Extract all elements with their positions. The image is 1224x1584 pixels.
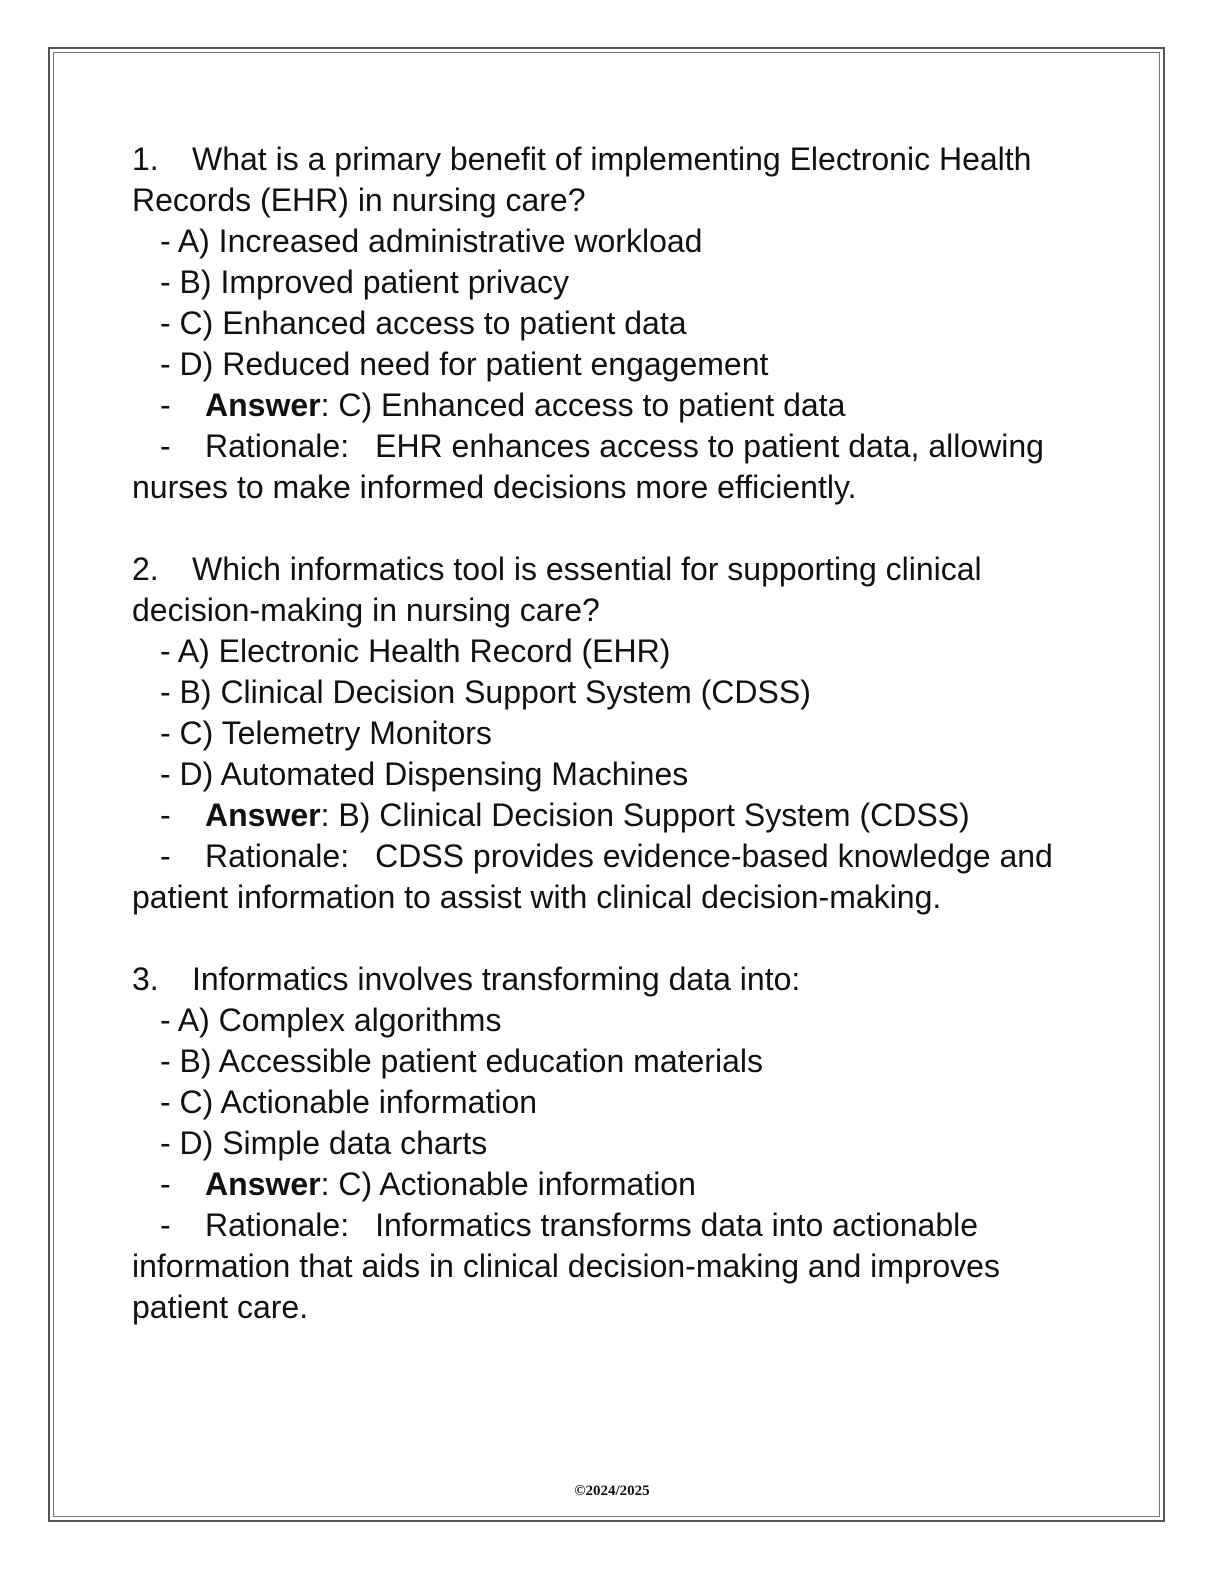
- rationale-text: Informatics transforms data into actionable information that aids in clinical decision-making and improves patient care.: [132, 1207, 1000, 1325]
- question-text: Informatics involves transforming data into:: [192, 961, 801, 997]
- option-a: - A) Electronic Health Record (EHR): [160, 633, 671, 669]
- copyright-footer: ©2024/2025: [574, 1483, 650, 1499]
- rationale: [132, 836, 1102, 918]
- option-d: - D) Reduced need for patient engagement: [160, 346, 769, 382]
- question-number: 2.: [132, 551, 159, 587]
- question-stem: [132, 549, 1102, 631]
- rationale-dash: -: [160, 428, 171, 464]
- answer-dash: -: [160, 797, 171, 833]
- option-a: - A) Increased administrative workload: [160, 223, 703, 259]
- question-text: What is a primary benefit of implementing Electronic Health Records (EHR) in nursing care?: [132, 141, 1032, 218]
- answer-label: Answer: [205, 797, 321, 833]
- question-number: 3.: [132, 961, 159, 997]
- question-number: 1.: [132, 141, 159, 177]
- rationale-dash: -: [160, 838, 171, 874]
- answer-text: : B) Clinical Decision Support System (CDSS): [320, 797, 970, 833]
- answer-line: [132, 1164, 1102, 1205]
- rationale-text: CDSS provides evidence-based knowledge and patient information to assist with clinical decision-making.: [132, 838, 1053, 915]
- answer-line: [132, 795, 1102, 836]
- option-c: - C) Telemetry Monitors: [160, 715, 492, 751]
- answer-dash: -: [160, 1166, 171, 1202]
- question-stem: [132, 139, 1102, 221]
- rationale-label: Rationale:: [205, 838, 350, 874]
- answer-text: : C) Enhanced access to patient data: [320, 387, 846, 423]
- rationale-label: Rationale:: [205, 428, 350, 464]
- option-b: - B) Accessible patient education materials: [160, 1043, 763, 1079]
- question-text: Which informatics tool is essential for supporting clinical decision-making in nursing care?: [132, 551, 982, 628]
- question-stem: [132, 959, 1102, 1000]
- rationale: [132, 1205, 1102, 1328]
- rationale-label: Rationale:: [205, 1207, 350, 1243]
- rationale-text: EHR enhances access to patient data, allowing nurses to make informed decisions more efficiently.: [132, 428, 1044, 505]
- answer-line: [132, 385, 1102, 426]
- option-c: - C) Enhanced access to patient data: [160, 305, 687, 341]
- option-b: - B) Improved patient privacy: [160, 264, 570, 300]
- option-c: - C) Actionable information: [160, 1084, 538, 1120]
- question-3: [132, 959, 1102, 1328]
- question-1: [132, 139, 1102, 508]
- answer-label: Answer: [205, 1166, 321, 1202]
- rationale-dash: -: [160, 1207, 171, 1243]
- option-d: - D) Automated Dispensing Machines: [160, 756, 689, 792]
- question-2: [132, 549, 1102, 918]
- option-a: - A) Complex algorithms: [160, 1002, 502, 1038]
- answer-text: : C) Actionable information: [320, 1166, 696, 1202]
- question-list: [132, 139, 1102, 1369]
- answer-dash: -: [160, 387, 171, 423]
- answer-label: Answer: [205, 387, 321, 423]
- option-d: - D) Simple data charts: [160, 1125, 488, 1161]
- option-b: - B) Clinical Decision Support System (CDSS): [160, 674, 811, 710]
- rationale: [132, 426, 1102, 508]
